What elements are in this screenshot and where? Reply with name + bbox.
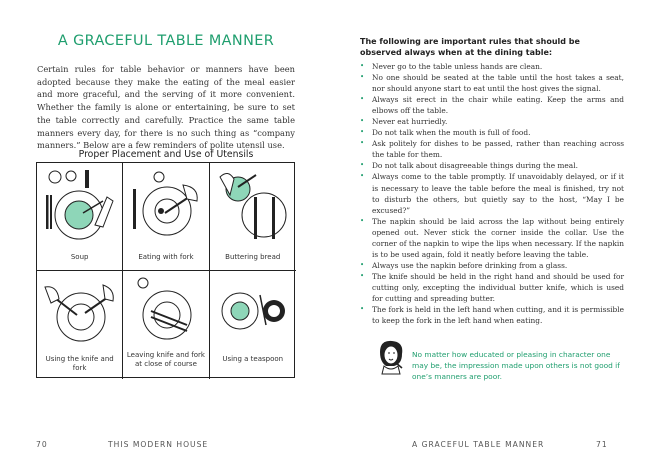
bullet-icon: • xyxy=(360,95,365,104)
diagram-cell-using-knife-and-fork xyxy=(37,271,123,379)
list-item: • Always use the napkin before drinking from a glass. xyxy=(360,260,568,270)
using-teaspoon-illustration xyxy=(216,275,290,355)
list-item: • The napkin should be laid across the lap without being entirely opened out. Never stick the corner inside the collar. Use the corner of the napkin to wipe the lips when necessary. If the napkin is to be used again, fold it neatly before leaving the table. xyxy=(360,216,624,259)
caption-eating-with-fork: Eating with fork xyxy=(138,253,194,261)
caption-leaving-knife-and-fork: Leaving knife and fork at close of course xyxy=(126,351,205,368)
list-item: • No one should be seated at the table until the host takes a seat, nor should anyone start to eat until the host gives the signal. xyxy=(360,73,624,94)
utensil-diagram-grid xyxy=(36,162,295,378)
bullet-icon: • xyxy=(360,216,365,225)
diagram-title: Proper Placement and Use of Utensils xyxy=(78,149,254,160)
left-running-head: THIS MODERN HOUSE xyxy=(108,440,209,449)
page-heading: A GRACEFUL TABLE MANNER xyxy=(57,33,275,49)
right-page xyxy=(324,0,648,468)
bullet-icon: • xyxy=(360,73,365,82)
bullet-icon: • xyxy=(360,128,365,137)
list-item: • Never go to the table unless hands are clean. xyxy=(360,62,543,71)
diagram-cell-buttering-bread xyxy=(210,163,296,271)
bullet-icon: • xyxy=(360,139,365,148)
diagram-cell-eating-with-fork xyxy=(123,163,209,271)
bullet-icon: • xyxy=(360,271,365,280)
bullet-icon: • xyxy=(360,161,365,170)
list-item: • The fork is held in the left hand when cutting, and it is permissible to keep the fork in the left hand when eating. xyxy=(360,305,624,326)
left-page-number: 70 xyxy=(36,440,48,449)
woman-portrait-icon xyxy=(372,338,408,378)
bullet-icon: • xyxy=(360,117,365,126)
caption-soup: Soup xyxy=(70,253,89,261)
list-item: • Do not talk when the mouth is full of food. xyxy=(360,128,531,138)
pull-quote: No matter how educated or pleasing in character one may be, the impression made upon others is not good if one’s manners are poor. xyxy=(412,350,620,381)
list-item: • Always come to the table promptly. If unavoidably delayed, or if it is necessary to leave the table before the meal is finished, try not to disturb the others, but quietly say to the host, “May I be excused?” xyxy=(360,172,624,215)
diagram-cell-using-teaspoon xyxy=(210,271,296,379)
bullet-icon: • xyxy=(360,62,365,70)
list-item: • Always sit erect in the chair while eating. Keep the arms and elbows off the table. xyxy=(360,95,624,116)
bullet-icon: • xyxy=(360,172,365,181)
buttering-bread-illustration xyxy=(216,167,290,247)
bullet-icon: • xyxy=(360,305,365,314)
intro-paragraph: Certain rules for table behavior or manners have been adopted because they make the eating of the meal easier and more graceful, and the serving of it more convenient. Whether the family is alone or entertaining, be sure to set the table correctly and carefully. Practice the same table manners every day, for there is no such thing as “company manners.” Below are a few reminders of polite utensil use. xyxy=(37,64,295,151)
caption-using-teaspoon: Using a teaspoon xyxy=(222,355,284,363)
rules-title: The following are important rules that should be observed always when at the dining table: xyxy=(360,37,580,57)
list-item: • Do not talk about disagreeable things during the meal. xyxy=(360,161,578,171)
right-running-head: A GRACEFUL TABLE MANNER xyxy=(412,440,545,449)
caption-buttering-bread: Buttering bread xyxy=(225,253,281,261)
list-item: • Ask politely for dishes to be passed, rather than reaching across the table for them. xyxy=(360,139,624,160)
diagram-cell-leaving-knife-and-fork xyxy=(123,271,209,379)
list-item: • Never eat hurriedly. xyxy=(360,117,448,127)
using-knife-and-fork-illustration xyxy=(43,275,117,355)
soup-illustration xyxy=(43,167,117,247)
caption-using-knife-and-fork: Using the knife and fork xyxy=(45,355,114,372)
leaving-knife-and-fork-illustration xyxy=(129,275,203,355)
diagram-cell-soup xyxy=(37,163,123,271)
bullet-icon: • xyxy=(360,260,365,269)
eating-with-fork-illustration xyxy=(129,167,203,247)
right-page-number: 71 xyxy=(596,440,608,449)
rules-list xyxy=(360,61,624,326)
list-item: • The knife should be held in the right hand and should be used for cutting only, excepting the individual butter knife, which is used for cutting and spreading butter. xyxy=(360,271,624,303)
